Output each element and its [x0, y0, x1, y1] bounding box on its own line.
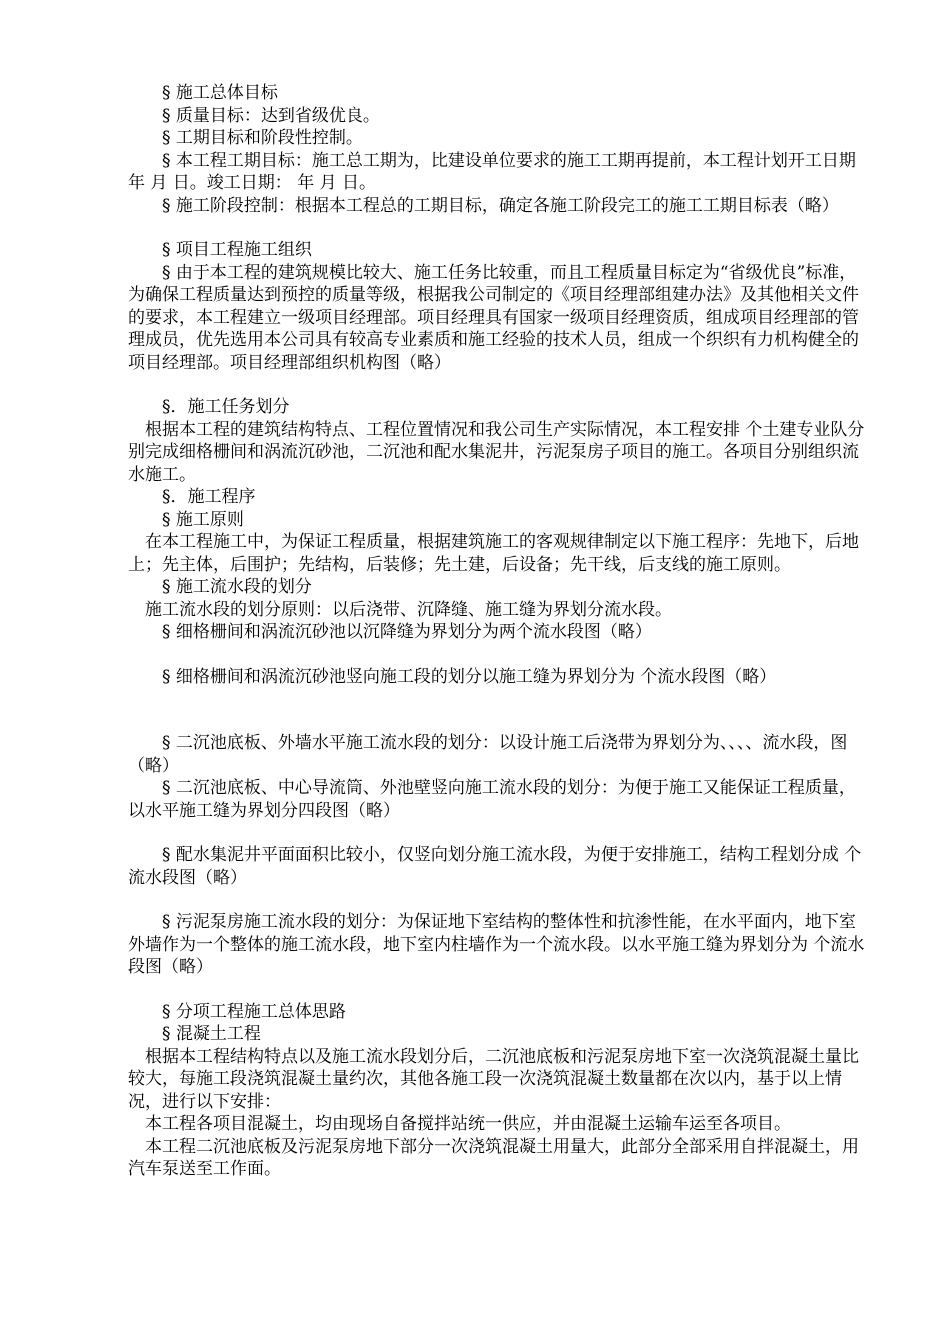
flow-section-item-1: § 细格栅间和涡流沉砂池以沉降缝为界划分为两个流水段图（略）	[128, 622, 652, 642]
schedule-goal-heading: § 工期目标和阶段性控制。	[128, 128, 363, 148]
concrete-works-text-1: 根据本工程结构特点以及施工流水段划分后，二沉池底板和污泥泵房地下室一次浇筑混凝土量比较大，每施工段浇筑混凝土量约次，其他各施工段一次浇筑混凝土数量都在次以内，基于以上情况，进行以下安排：	[128, 1046, 859, 1112]
concrete-works-text-2: 本工程各项目混凝土，均由现场自备搅拌站统一供应，并由混凝土运输车运至各项目。	[128, 1114, 791, 1134]
flow-section-item-4: § 二沉池底板、中心导流筒、外池壁竖向施工流水段的划分：为便于施工又能保证工程质量，以水平施工缝为界划分四段图（略）	[128, 778, 856, 821]
flow-section-item-5: § 配水集泥井平面面积比较小，仅竖向划分施工流水段，为便于安排施工，结构工程划分成 个流水段图（略）	[128, 845, 862, 888]
flow-section-item-6: § 污泥泵房施工流水段的划分：为保证地下室结构的整体性和抗渗性能，在水平面内，地下室外墙作为一个整体的施工流水段，地下室内柱墙作为一个流水段。以水平施工缝为界划分为 个流水段图（略）	[128, 912, 865, 977]
concrete-works-text-3: 本工程二沉池底板及污泥泵房地下部分一次浇筑混凝土用量大，此部分全部采用自拌混凝土，用汽车泵送至工作面。	[128, 1136, 859, 1179]
heading-project-organization: § 项目工程施工组织	[128, 240, 312, 260]
flow-section-item-2: § 细格栅间和涡流沉砂池竖向施工段的划分以施工缝为界划分为 个流水段图（略）	[128, 666, 777, 687]
heading-concrete-works: § 混凝土工程	[128, 1024, 261, 1044]
construction-principle-text: 在本工程施工中，为保证工程质量，根据建筑施工的客观规律制定以下施工程序：先地下，后地上；先主体，后围护；先结构，后装修；先土建，后设备；先干线，后支线的施工原则。	[128, 532, 859, 575]
heading-overall-goal: § 施工总体目标	[128, 83, 278, 103]
heading-construction-principle: § 施工原则	[128, 509, 244, 530]
schedule-goal-text: § 本工程工期目标：施工总工期为，比建设单位要求的施工工期再提前，本工程计划开工日期 年 月 日。竣工日期： 年 月 日。	[128, 150, 862, 193]
stage-control-text: § 施工阶段控制：根据本工程总的工期目标，确定各施工阶段完工的施工工期目标表（略）	[128, 195, 839, 216]
heading-flow-section-division: § 施工流水段的划分	[128, 577, 312, 597]
flow-section-principle-text: 施工流水段的划分原则：以后浇带、沉降缝、施工缝为界划分流水段。	[128, 599, 672, 620]
document-body	[128, 82, 868, 1181]
heading-construction-sequence: §．施工程序	[128, 487, 256, 507]
heading-subproject-approach: § 分项工程施工总体思路	[128, 1001, 346, 1022]
heading-task-division: §．施工任务划分	[128, 397, 290, 417]
quality-goal: § 质量目标：达到省级优良。	[128, 105, 380, 126]
flow-section-item-3: § 二沉池底板、外墙水平施工流水段的划分：以设计施工后浇带为界划分为、、、、流水段，图（略）	[128, 733, 848, 776]
task-division-text: 根据本工程的建筑结构特点、工程位置情况和我公司生产实际情况，本工程安排 个土建专业队分别完成细格栅间和涡流沉砂池，二沉池和配水集泥井，污泥泵房子项目的施工。各项目分别组织流水施工。	[128, 419, 865, 485]
organization-text: § 由于本工程的建筑规模比较大、施工任务比较重，而且工程质量目标定为“省级优良”标准，为确保工程质量达到预控的质量等级，根据我公司制定的《项目经理部组建办法》及其他相关文件的要求，本工程建立一级项目经理部。项目经理具有国家一级项目经理资质，组成项目经理部的管理成员，优先选用本公司具有较高专业素质和施工经验的技术人员，组成一个织织有力机构健全的项目经理部。项目经理部组织机构图（略）	[128, 262, 859, 373]
